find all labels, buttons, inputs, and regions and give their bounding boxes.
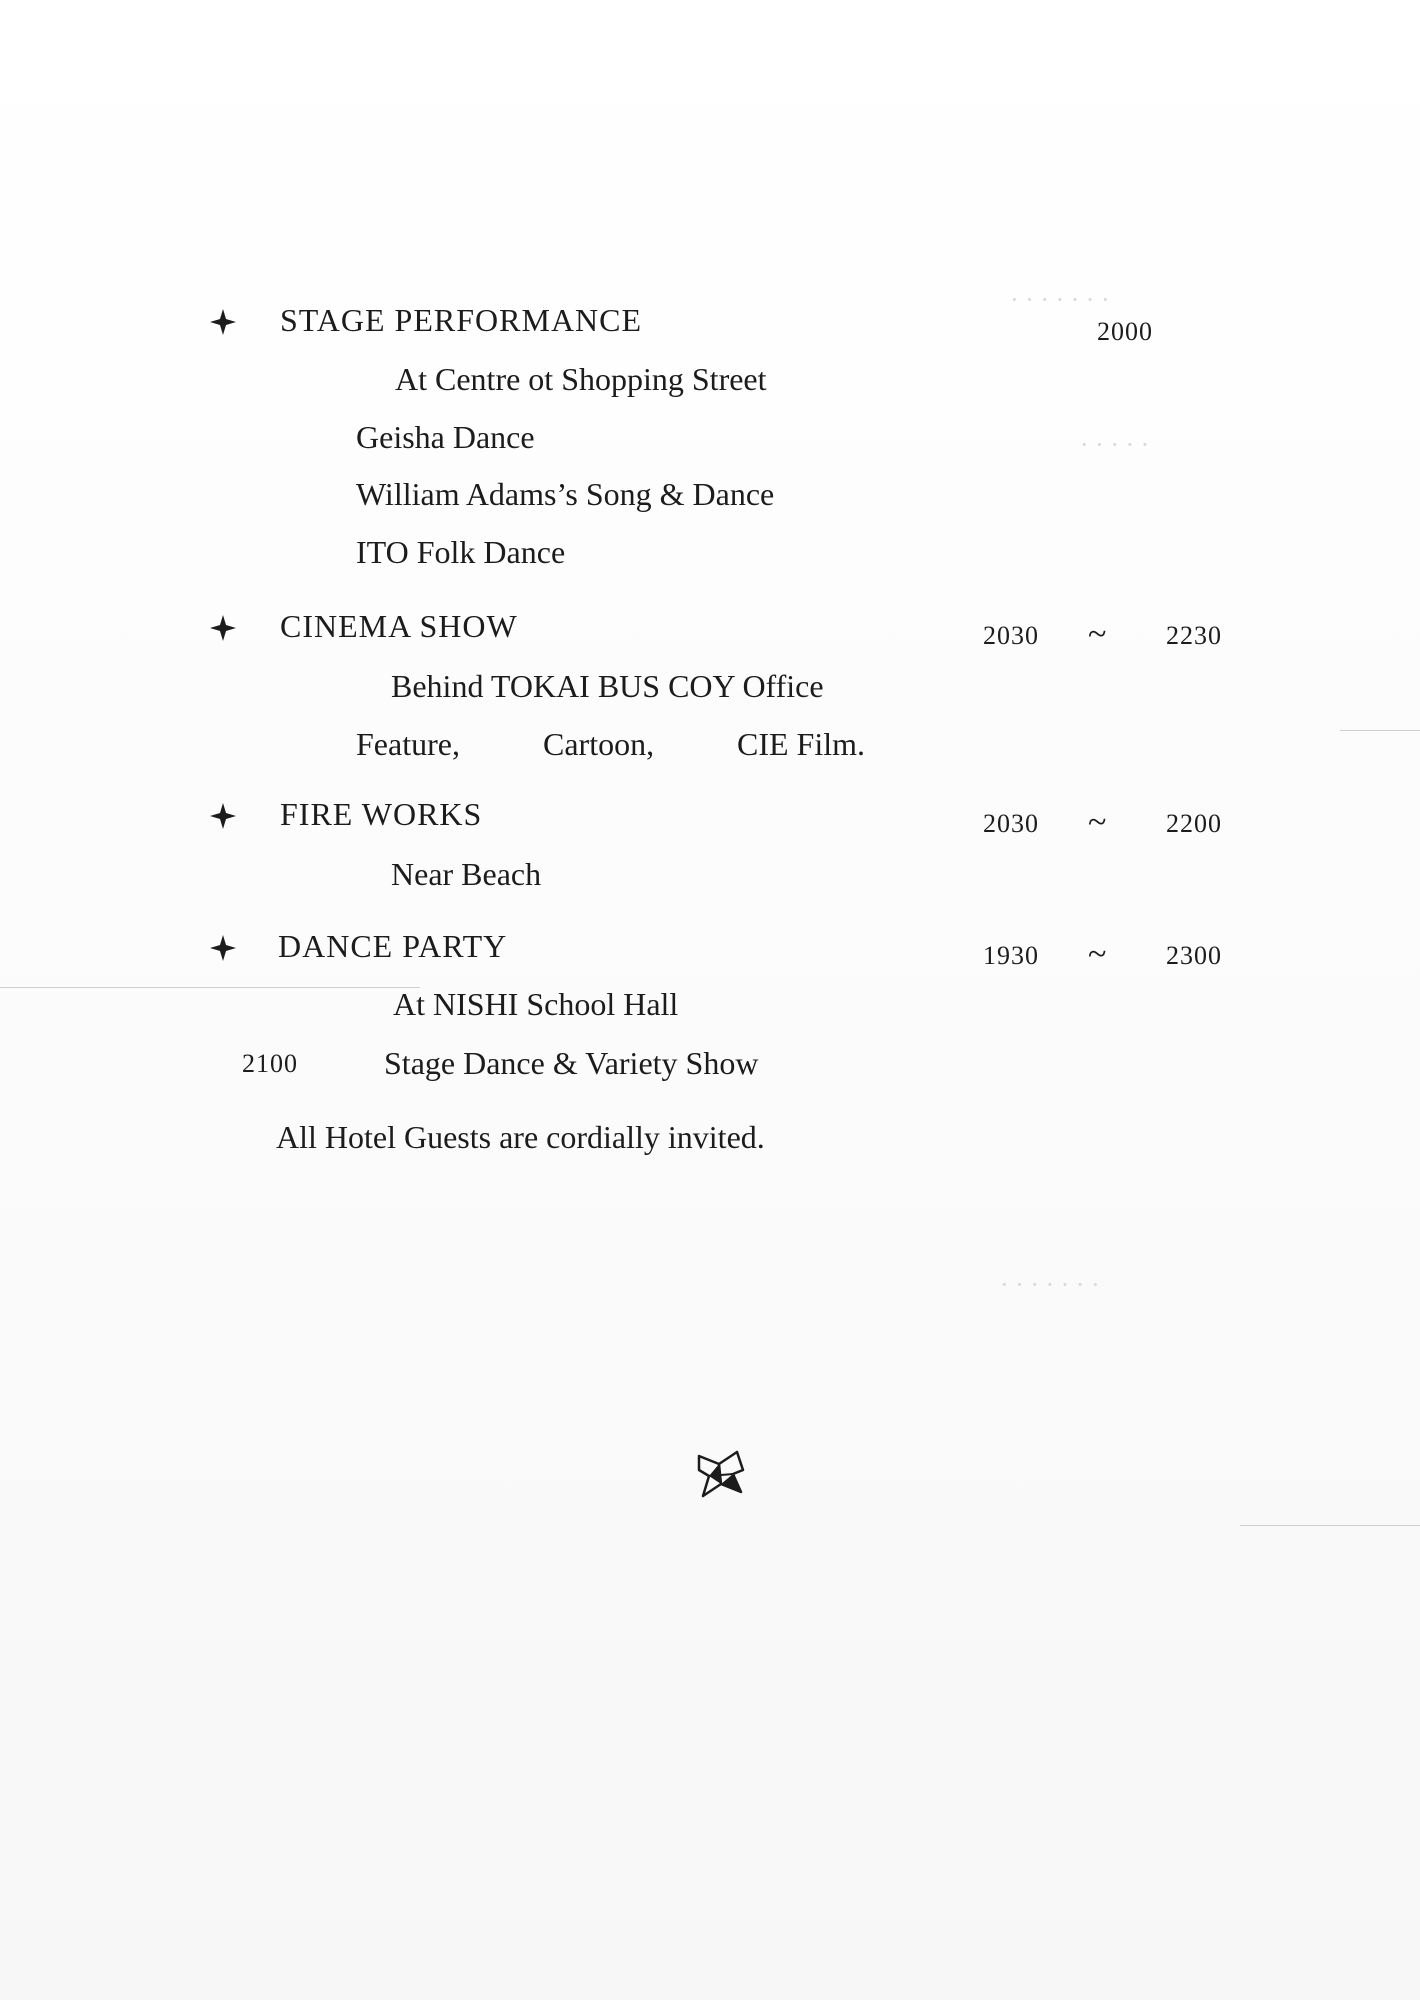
four-point-star-icon xyxy=(210,935,236,961)
dance-party-end-time: 2300 xyxy=(1166,941,1222,970)
cinema-show-start-time: 2030 xyxy=(983,621,1039,650)
dance-party-location: At NISHI School Hall xyxy=(393,986,679,1022)
dance-party-sub-item: Stage Dance & Variety Show xyxy=(384,1045,759,1081)
fire-works-title: FIRE WORKS xyxy=(280,796,483,832)
paper-crease xyxy=(0,987,420,988)
printed-program-page: · · · · · · · · · · · · · · · · · · · STAGE PERFORMANCE 2000 At Centre ot Shopping Street Geisha Dance William Adams’s Song & Dance ITO Folk Dance CINEMA SHOW 2030 ~ 2230 Behind TOKAI BUS COY Office Feature, Cartoon, CIE Film. FIRE WORKS 2030 ~ 2200 Near Beach DANCE PARTY 1930 ~ 2300 At NISHI School Hall 2100 Stage Dance & Variety Show All Hotel Guests are cordially invited. xyxy=(0,0,1420,2000)
fire-works-location: Near Beach xyxy=(391,856,542,892)
four-point-star-icon xyxy=(210,803,236,829)
cinema-item-cartoon: Cartoon, xyxy=(543,726,655,762)
cinema-show-range-separator: ~ xyxy=(1088,616,1107,653)
stage-performance-title: STAGE PERFORMANCE xyxy=(280,302,643,338)
stage-item-adams-song-dance: William Adams’s Song & Dance xyxy=(356,476,775,512)
cinema-item-cie-film: CIE Film. xyxy=(737,726,866,762)
paper-crease xyxy=(1340,730,1420,731)
fire-works-range-separator: ~ xyxy=(1088,804,1107,841)
dance-party-title: DANCE PARTY xyxy=(278,928,508,964)
origami-crane-emblem-icon xyxy=(697,1450,745,1498)
stage-performance-time: 2000 xyxy=(1097,317,1153,346)
stage-item-ito-folk-dance: ITO Folk Dance xyxy=(356,534,566,570)
four-point-star-icon xyxy=(210,309,236,335)
paper-crease xyxy=(1240,1525,1420,1526)
cinema-show-title: CINEMA SHOW xyxy=(280,608,518,644)
fire-works-end-time: 2200 xyxy=(1166,809,1222,838)
dance-party-start-time: 1930 xyxy=(983,941,1039,970)
dance-party-sub-time: 2100 xyxy=(242,1049,298,1078)
stage-item-geisha-dance: Geisha Dance xyxy=(356,419,535,455)
dance-party-range-separator: ~ xyxy=(1088,936,1107,973)
fire-works-start-time: 2030 xyxy=(983,809,1039,838)
cinema-item-feature: Feature, xyxy=(356,726,460,762)
cinema-show-location: Behind TOKAI BUS COY Office xyxy=(391,668,824,704)
cinema-show-end-time: 2230 xyxy=(1166,621,1222,650)
footer-invitation-note: All Hotel Guests are cordially invited. xyxy=(276,1119,765,1155)
stage-performance-location: At Centre ot Shopping Street xyxy=(395,361,767,397)
four-point-star-icon xyxy=(210,615,236,641)
